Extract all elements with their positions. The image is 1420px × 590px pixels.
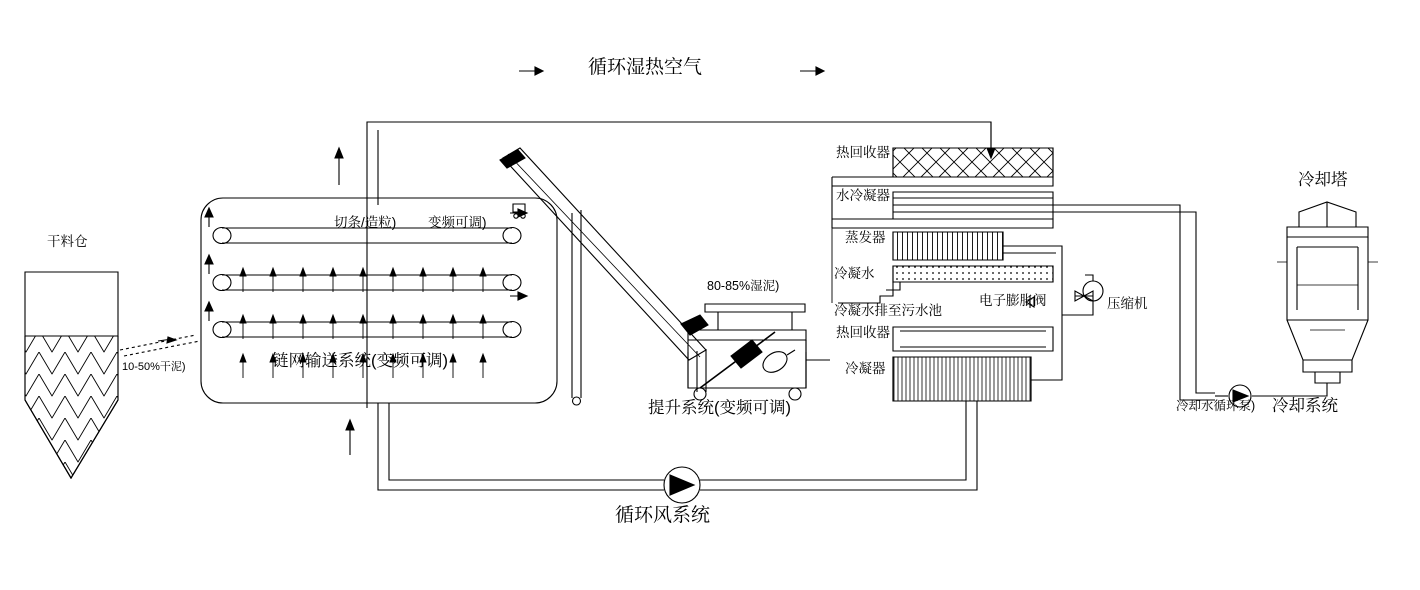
label-wet-mud-percentage: 80-85%湿泥) bbox=[707, 279, 780, 293]
label-heat-recovery-2: 热回收器 bbox=[836, 325, 890, 340]
label-chain-mesh-conveyor-system: 链网输送系统(变频可调) bbox=[272, 352, 448, 370]
label-cooling-water-pump: 冷却水循环泵) bbox=[1176, 399, 1256, 413]
label-cut-granulate: 切条/造粒) bbox=[334, 215, 397, 230]
label-cooling-system: 冷却系统 bbox=[1272, 397, 1338, 415]
label-dry-mud-percentage: 10-50%干泥) bbox=[122, 361, 186, 373]
label-water-condenser: 水冷凝器 bbox=[836, 188, 890, 203]
label-heat-recovery-1: 热回收器 bbox=[836, 145, 890, 160]
label-condenser: 冷凝器 bbox=[845, 361, 886, 376]
label-evaporator: 蒸发器 bbox=[845, 230, 886, 245]
label-compressor: 压缩机 bbox=[1107, 296, 1148, 311]
label-lift-system: 提升系统(变频可调) bbox=[648, 399, 791, 417]
label-circulating-hot-humid-air: 循环湿热空气 bbox=[588, 57, 703, 78]
label-condensate-to-sewage: 冷凝水排至污水池 bbox=[834, 303, 942, 318]
label-condensate-water: 冷凝水 bbox=[834, 266, 875, 281]
label-cooling-tower: 冷却塔 bbox=[1298, 171, 1348, 189]
label-circulating-fan-system: 循环风系统 bbox=[615, 505, 711, 526]
label-dry-silo: 干料仓 bbox=[47, 234, 88, 249]
label-electronic-expansion-valve: 电子膨胀阀 bbox=[979, 293, 1047, 308]
label-frequency-adjustable: 变频可调) bbox=[428, 215, 487, 230]
